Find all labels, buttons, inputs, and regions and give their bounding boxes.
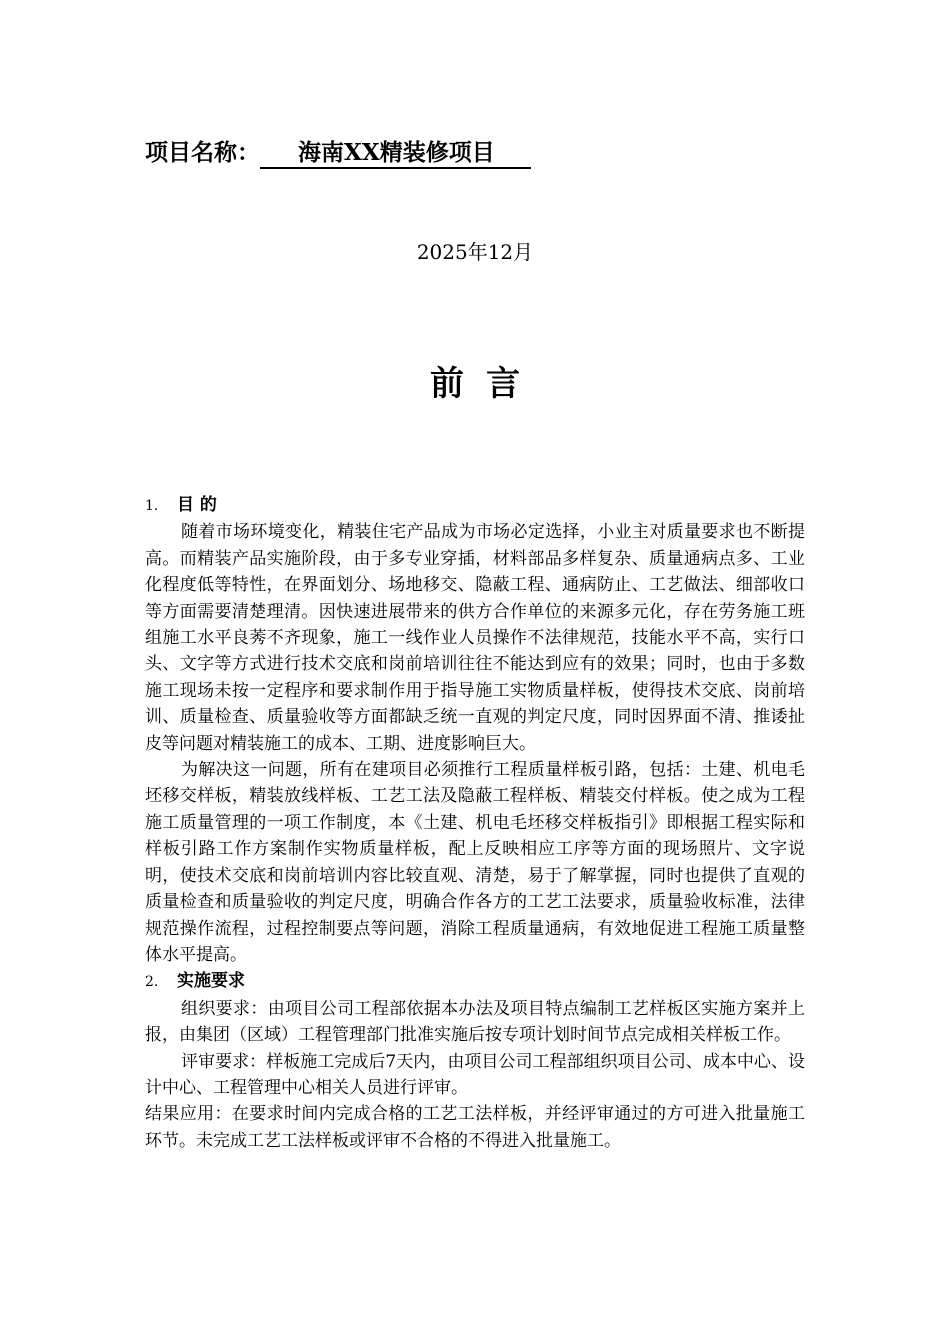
paragraph: 结果应用：在要求时间内完成合格的工艺工法样板，并经评审通过的方可进入批量施工环节。未完成工艺工法样板或评审不合格的不得进入批量施工。 <box>145 1104 805 1151</box>
section-number: 1. <box>145 498 159 514</box>
document-date: 2025年12月 <box>416 240 534 264</box>
preface-title: 前言 <box>430 364 542 404</box>
document-body <box>145 492 805 1154</box>
section-title: 目 的 <box>177 495 217 515</box>
project-name-value: 海南XX精装修项目 <box>260 134 531 169</box>
section-heading-requirements <box>145 968 805 995</box>
paragraph: 为解决这一问题，所有在建项目必须推行工程质量样板引路，包括：土建、机电毛坯移交样板，精装放线样板、工艺工法及隐蔽工程样板、精装交付样板。使之成为工程施工质量管理的一项工作制度，本《土建、机电毛坯移交样板指引》即根据工程实际和样板引路工作方案制作实物质量样板，配上反映相应工序等方面的现场照片、文字说明，使技术交底和岗前培训内容比较直观、清楚，易于了解掌握，同时也提供了直观的质量检查和质量验收的判定尺度，明确合作各方的工艺工法要求，质量验收标准，法律规范操作流程，过程控制要点等问题，消除工程质量通病，有效地促进工程施工质量整体水平提高。 <box>145 760 805 965</box>
project-name-label: 项目名称： <box>145 140 260 166</box>
section-heading-purpose <box>145 492 805 519</box>
section-title: 实施要求 <box>177 971 245 992</box>
paragraph: 评审要求：样板施工完成后7天内，由项目公司工程部组织项目公司、成本中心、设计中心、工程管理中心相关人员进行评审。 <box>145 1051 805 1098</box>
paragraph: 组织要求：由项目公司工程部依据本办法及项目特点编制工艺样板区实施方案并上报，由集团（区域）工程管理部门批准实施后按专项计划时间节点完成相关样板工作。 <box>145 998 805 1046</box>
section-number: 2. <box>145 974 159 991</box>
project-name-line <box>145 134 531 169</box>
paragraph: 随着市场环境变化，精装住宅产品成为市场必定选择，小业主对质量要求也不断提高。而精装产品实施阶段，由于多专业穿插，材料部品多样复杂、质量通病点多、工业化程度低等特性，在界面划分、场地移交、隐蔽工程、通病防止、工艺做法、细部收口等方面需要清楚理清。因快速进展带来的供方合作单位的来源多元化，存在劳务施工班组施工水平良莠不齐现象，施工一线作业人员操作不法律规范，技能水平不高，实行口头、文字等方式进行技术交底和岗前培训往往不能达到应有的效果；同时，也由于多数施工现场未按一定程序和要求制作用于指导施工实物质量样板，使得技术交底、岗前培训、质量检查、质量验收等方面都缺乏统一直观的判定尺度，同时因界面不清、推诿扯皮等问题对精装施工的成本、工期、进度影响巨大。 <box>145 522 805 754</box>
